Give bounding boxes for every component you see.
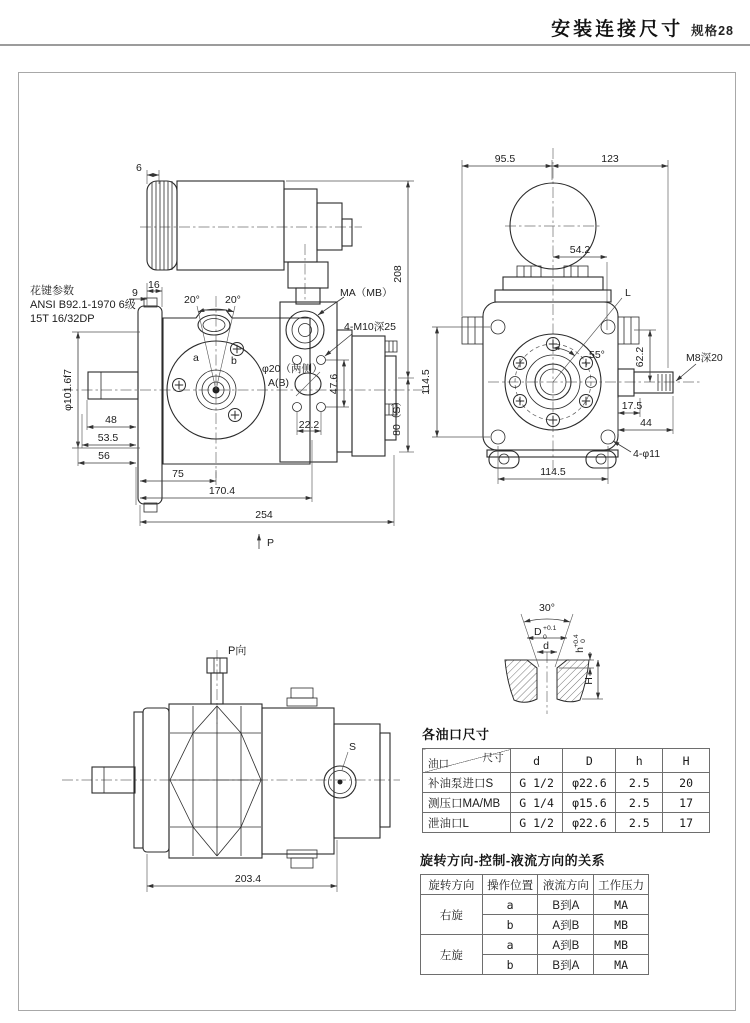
rotation-flow-title: 旋转方向-控制-液流方向的关系 bbox=[420, 853, 606, 868]
dim-h-upper-tol: +0.4 bbox=[573, 634, 580, 648]
side-view bbox=[420, 148, 723, 484]
charge-pump-section bbox=[352, 336, 385, 456]
cell-pressure: MA bbox=[594, 955, 649, 975]
dim-44: 44 bbox=[640, 417, 652, 429]
dim-123: 123 bbox=[601, 153, 619, 165]
port-size-table bbox=[422, 748, 710, 833]
cell-rotation-ccw: 左旋 bbox=[421, 935, 483, 975]
page-title: 安装连接尺寸 bbox=[551, 19, 684, 40]
label-p-direction: P bbox=[267, 537, 275, 549]
rear-shaft-shoulder bbox=[618, 369, 634, 396]
dim-208: 208 bbox=[392, 265, 404, 283]
dim-48: 48 bbox=[105, 414, 117, 426]
cell-H: 20 bbox=[663, 773, 710, 793]
table-row bbox=[421, 895, 649, 915]
dim-D-lower-tol: 0 bbox=[543, 634, 547, 641]
solenoid-ribs bbox=[152, 181, 172, 270]
label-4-phi11: 4-φ11 bbox=[633, 448, 661, 460]
rotation-flow-section bbox=[420, 850, 649, 975]
dim-17-5: 17.5 bbox=[621, 400, 643, 412]
rotation-flow-table bbox=[420, 874, 649, 975]
label-ma-mb: MA（MB） bbox=[340, 287, 393, 299]
solenoid-body bbox=[177, 181, 284, 270]
dim-170-4: 170.4 bbox=[208, 485, 236, 497]
spline-note-1: 花键参数 bbox=[30, 285, 74, 297]
cell-pressure: MB bbox=[594, 915, 649, 935]
label-position-a: a bbox=[193, 352, 199, 364]
label-4-m10: 4-M10深25 bbox=[344, 321, 396, 333]
valve-housing bbox=[284, 189, 317, 262]
cell-d: G 1/2 bbox=[510, 773, 563, 793]
col-header-position: 操作位置 bbox=[482, 875, 538, 895]
input-shaft bbox=[88, 372, 138, 399]
col-header-flow: 液流方向 bbox=[538, 875, 594, 895]
label-port-20: φ20（两侧） bbox=[262, 363, 323, 375]
dim-114-5-bottom: 114.5 bbox=[540, 466, 566, 478]
dim-shaft-dia: φ101.6f7 bbox=[62, 369, 74, 411]
dim-22-2: 22.2 bbox=[298, 419, 320, 431]
col-header-rotation: 旋转方向 bbox=[421, 875, 483, 895]
row-label-drain-port: 泄油口L bbox=[423, 813, 511, 833]
dim-114-5-left: 114.5 bbox=[420, 369, 432, 395]
dim-55deg: 55° bbox=[589, 349, 605, 361]
cell-h: 2.5 bbox=[616, 813, 663, 833]
dim-h-lower-tol: 0 bbox=[580, 639, 587, 643]
cell-position: b bbox=[482, 915, 538, 935]
port-size-section bbox=[422, 724, 710, 833]
dim-75: 75 bbox=[172, 468, 184, 480]
cell-flow: A到B bbox=[538, 935, 594, 955]
dim-54-2: 54.2 bbox=[569, 244, 591, 256]
cell-D: φ22.6 bbox=[563, 773, 616, 793]
pump-rear-body bbox=[483, 302, 618, 450]
rib-lattice bbox=[170, 706, 261, 856]
spline-note-3: 15T 16/32DP bbox=[30, 313, 95, 325]
dim-62-2: 62.2 bbox=[634, 346, 646, 368]
cell-d: G 1/2 bbox=[510, 813, 563, 833]
cell-flow: B到A bbox=[538, 895, 594, 915]
col-header-H: H bbox=[663, 749, 710, 773]
row-label-charge-inlet: 补油泵进口S bbox=[423, 773, 511, 793]
dim-h: h bbox=[574, 647, 586, 653]
p-view-ribbed-body bbox=[169, 704, 262, 858]
dim-16: 16 bbox=[148, 279, 160, 291]
label-m8-thread: M8深20 bbox=[686, 352, 723, 364]
solenoid-cap bbox=[147, 181, 177, 270]
cell-H: 17 bbox=[663, 813, 710, 833]
mounting-flange bbox=[138, 306, 162, 504]
label-port-s: S bbox=[349, 741, 357, 753]
table-row bbox=[423, 773, 710, 793]
dim-95-5: 95.5 bbox=[494, 153, 516, 165]
cell-position: a bbox=[482, 895, 538, 915]
cell-D: φ22.6 bbox=[563, 813, 616, 833]
diagonal-header-cell bbox=[423, 749, 511, 773]
table-row bbox=[421, 935, 649, 955]
dim-d: d bbox=[543, 640, 549, 652]
rear-shaft bbox=[634, 372, 673, 393]
cell-flow: B到A bbox=[538, 955, 594, 975]
p-view-rear-section bbox=[262, 708, 334, 854]
dim-30deg: 30° bbox=[539, 602, 555, 614]
cell-pressure: MA bbox=[594, 895, 649, 915]
cell-h: 2.5 bbox=[616, 773, 663, 793]
dim-H: H bbox=[583, 677, 595, 685]
col-header-h: h bbox=[616, 749, 663, 773]
label-p-view: P向 bbox=[228, 645, 247, 657]
spec-badge: 规格28 bbox=[691, 24, 734, 38]
dim-angle-left: 20° bbox=[184, 294, 200, 306]
corner-label-size: 尺寸 bbox=[482, 752, 504, 764]
corner-label-port: 油口 bbox=[428, 758, 449, 770]
dim-9: 9 bbox=[132, 287, 138, 299]
cell-H: 17 bbox=[663, 793, 710, 813]
cell-pressure: MB bbox=[594, 935, 649, 955]
cell-h: 2.5 bbox=[616, 793, 663, 813]
dim-53-5: 53.5 bbox=[97, 432, 119, 444]
port-size-title: 各油口尺寸 bbox=[422, 727, 490, 742]
dim-D-upper-tol: +0.1 bbox=[543, 625, 557, 632]
cell-d: G 1/4 bbox=[510, 793, 563, 813]
dim-254: 254 bbox=[255, 509, 273, 521]
dim-80-s: 80（S） bbox=[391, 396, 403, 436]
cell-rotation-cw: 右旋 bbox=[421, 895, 483, 935]
label-port-ab: A(B) bbox=[268, 377, 289, 389]
row-label-gauge-port: 测压口MA/MB bbox=[423, 793, 511, 813]
p-direction-view bbox=[62, 643, 400, 892]
col-header-pressure: 工作压力 bbox=[594, 875, 649, 895]
table-row bbox=[423, 793, 710, 813]
dim-56: 56 bbox=[98, 450, 110, 462]
table-row bbox=[423, 813, 710, 833]
cell-position: b bbox=[482, 955, 538, 975]
spline-note-2: ANSI B92.1-1970 6级 bbox=[30, 299, 136, 311]
port-detail-view bbox=[505, 602, 603, 714]
col-header-D: D bbox=[563, 749, 616, 773]
dim-angle-right: 20° bbox=[225, 294, 241, 306]
dim-203-4: 203.4 bbox=[234, 873, 262, 885]
front-view bbox=[30, 162, 432, 549]
cell-D: φ15.6 bbox=[563, 793, 616, 813]
label-position-b: b bbox=[231, 355, 237, 367]
dim-D: D bbox=[534, 626, 542, 638]
dim-47-6: 47.6 bbox=[328, 373, 340, 395]
cell-position: a bbox=[482, 935, 538, 955]
cell-flow: A到B bbox=[538, 915, 594, 935]
label-port-l: L bbox=[625, 287, 631, 299]
col-header-d: d bbox=[510, 749, 563, 773]
dim-6: 6 bbox=[136, 162, 142, 174]
